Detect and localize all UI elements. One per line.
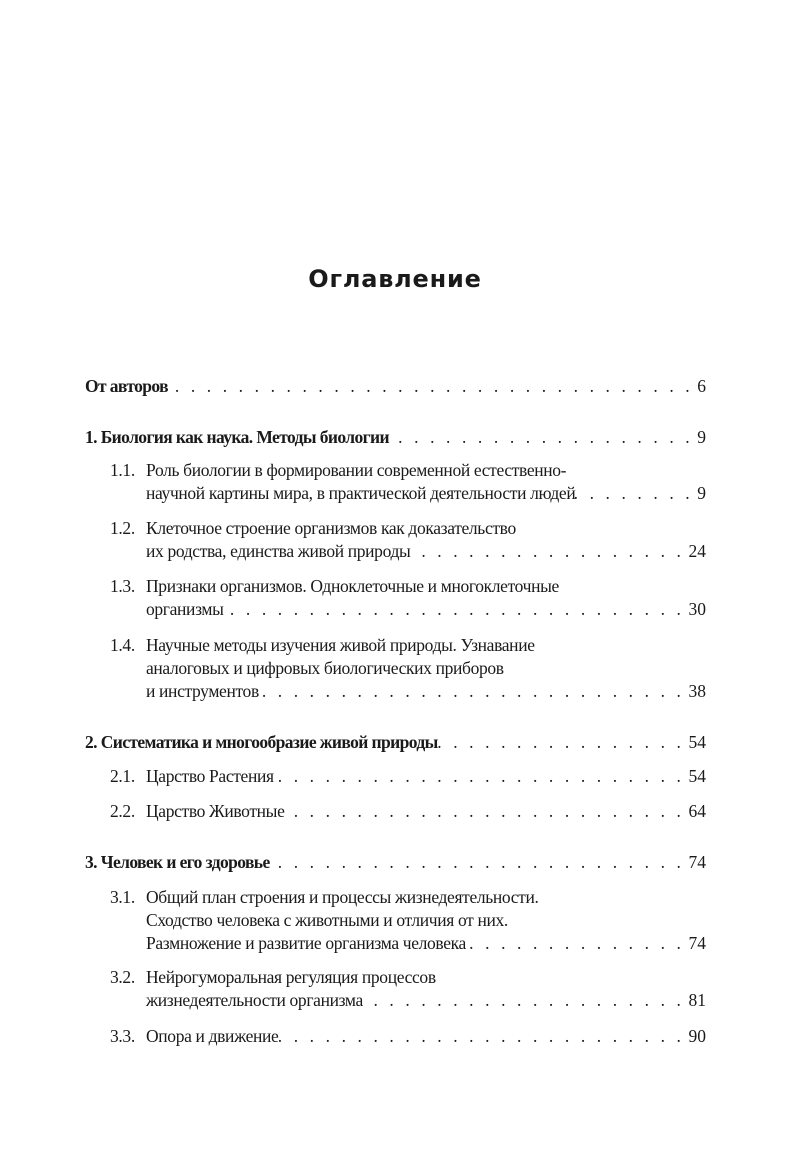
toc-entry-line	[146, 680, 706, 703]
toc-entry[interactable]	[85, 851, 706, 874]
toc-entry-line	[85, 375, 706, 398]
dot-leader	[168, 375, 697, 398]
toc-entry-line	[85, 575, 706, 598]
dot-leader	[389, 426, 697, 449]
toc-entry[interactable]	[85, 731, 706, 754]
section-number: 3.1.	[110, 887, 135, 907]
page-number: 81	[688, 990, 706, 1010]
entry-title: и инструментов	[146, 681, 259, 701]
entry-title: Опора и движение	[146, 1026, 279, 1046]
page-number: 54	[688, 732, 706, 752]
dot-leader	[278, 1025, 688, 1048]
dot-leader	[410, 540, 688, 563]
toc-entry[interactable]	[85, 1025, 706, 1048]
toc-entry-line	[146, 598, 706, 621]
entry-title: Царство Животные	[146, 801, 285, 821]
toc-entry[interactable]	[85, 634, 706, 703]
toc-entry-line	[85, 886, 706, 909]
toc-entry-line	[146, 482, 706, 505]
entry-title: Сходство человека с животными и отличия от них.	[146, 910, 508, 930]
section-number: 3.2.	[110, 967, 135, 987]
entry-title: Клеточное строение организмов как доказательство	[146, 518, 516, 538]
dot-leader	[270, 851, 689, 874]
dot-leader	[466, 932, 689, 955]
toc-entry-line	[85, 517, 706, 540]
page-number: 74	[688, 852, 706, 872]
page-number: 90	[688, 1026, 706, 1046]
toc-entry[interactable]	[85, 966, 706, 1012]
entry-title: Общий план строения и процессы жизнедеятельности.	[146, 887, 539, 907]
dot-leader	[224, 598, 689, 621]
dot-leader	[438, 731, 689, 754]
toc-entry-line	[85, 426, 706, 449]
toc-entry-line	[146, 540, 706, 563]
toc-entry-line	[85, 1025, 706, 1048]
entry-title: 3. Человек и его здоровье	[85, 852, 270, 872]
toc-entry-line	[85, 459, 706, 482]
page-title: Оглавление	[308, 265, 482, 293]
entry-title: 2. Систематика и многообразие живой природы	[85, 732, 438, 752]
entry-title: От авторов	[85, 376, 168, 396]
page-number: 6	[697, 376, 706, 396]
entry-title: Размножение и развитие организма человека	[146, 933, 466, 953]
toc-entry-line	[85, 851, 706, 874]
toc-entry-line	[85, 765, 706, 788]
dot-leader	[575, 482, 697, 505]
toc-entry[interactable]	[85, 517, 706, 563]
dot-leader	[285, 800, 689, 823]
page-number: 24	[688, 541, 706, 561]
toc-entry-line	[85, 634, 706, 657]
toc-entry-line	[146, 989, 706, 1012]
page-number: 9	[697, 427, 706, 447]
toc-entry-line	[85, 966, 706, 989]
page-number: 64	[688, 801, 706, 821]
section-number: 3.3.	[110, 1026, 135, 1046]
toc-entry[interactable]	[85, 886, 706, 955]
section-number: 1.1.	[110, 460, 135, 480]
page-number: 74	[688, 933, 706, 953]
toc-entry-line	[146, 909, 706, 932]
toc-entry-line	[85, 800, 706, 823]
toc-entry[interactable]	[85, 459, 706, 505]
entry-title: аналоговых и цифровых биологических приборов	[146, 658, 504, 678]
entry-title: научной картины мира, в практической деятельности людей	[146, 483, 576, 503]
entry-title: Царство Растения	[146, 766, 274, 786]
toc-entry[interactable]	[85, 800, 706, 823]
section-number: 2.1.	[110, 766, 135, 786]
entry-title: жизнедеятельности организма	[146, 990, 363, 1010]
toc-entry[interactable]	[85, 575, 706, 621]
dot-leader	[274, 765, 689, 788]
entry-title: 1. Биология как наука. Методы биологии	[85, 427, 389, 447]
entry-title: Признаки организмов. Одноклеточные и многоклеточные	[146, 576, 559, 596]
page-number: 38	[688, 681, 706, 701]
toc-entry[interactable]	[85, 765, 706, 788]
entry-title: Научные методы изучения живой природы. Узнавание	[146, 635, 535, 655]
page-number: 30	[688, 599, 706, 619]
entry-title: Нейрогуморальная регуляция процессов	[146, 967, 436, 987]
entry-title: Роль биологии в формировании современной естественно-	[146, 460, 567, 480]
section-number: 1.4.	[110, 635, 135, 655]
section-number: 2.2.	[110, 801, 135, 821]
entry-title: организмы	[146, 599, 224, 619]
page-number: 54	[688, 766, 706, 786]
toc-entry[interactable]	[85, 375, 706, 398]
toc-entry[interactable]	[85, 426, 706, 449]
dot-leader	[259, 680, 689, 703]
section-number: 1.3.	[110, 576, 135, 596]
page-number: 9	[697, 483, 706, 503]
toc-entry-line	[85, 731, 706, 754]
toc-entry-line	[146, 932, 706, 955]
entry-title: их родства, единства живой природы	[146, 541, 411, 561]
dot-leader	[363, 989, 689, 1012]
toc-entry-line	[146, 657, 706, 680]
section-number: 1.2.	[110, 518, 135, 538]
